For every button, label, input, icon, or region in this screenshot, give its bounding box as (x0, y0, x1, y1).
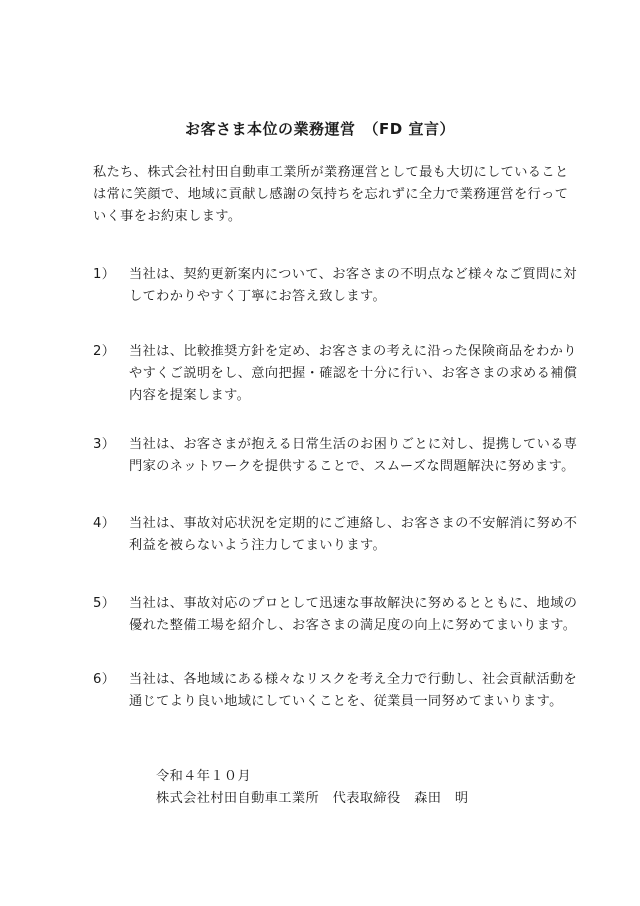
item-line: やすくご説明をし、意向把握・確認を十分に行い、お客さまの求める補償 (129, 366, 578, 381)
item-line: 当社は、各地域にある様々なリスクを考え全力で行動し、社会貢献活動を (129, 672, 578, 687)
item-line: 優れた整備工場を紹介し、お客さまの満足度の向上に努めてまいります。 (129, 618, 577, 633)
item-line: 当社は、契約更新案内について、お客さまの不明点など様々なご質問に対 (129, 267, 577, 282)
issue-date: 令和４年１０月 (156, 769, 252, 784)
intro-line: いく事をお約束します。 (93, 209, 242, 224)
item-number: 3） (93, 437, 116, 452)
item-text (129, 434, 578, 478)
item-number: 4） (93, 516, 116, 531)
declaration-item-2 (93, 341, 578, 407)
company-signature: 株式会社村田自動車工業所 代表取締役 森田 明 (156, 791, 469, 806)
intro-line: 私たち、株式会社村田自動車工業所が業務運営として最も大切にしていること (93, 165, 569, 180)
declaration-item-5 (93, 593, 578, 637)
declaration-item-6 (93, 669, 578, 713)
item-number: 6） (93, 672, 116, 687)
item-line: 当社は、比較推奨方針を定め、お客さまの考えに沿った保険商品をわかり (129, 344, 577, 359)
item-text (129, 264, 577, 308)
item-text (129, 669, 578, 713)
item-line: 通じてより良い地域にしていくことを、従業員一同努めてまいります。 (129, 694, 563, 709)
page-title: お客さま本位の業務運営 （FD 宣言） (185, 120, 455, 138)
item-text (129, 513, 578, 557)
item-line: 内容を提案します。 (129, 388, 251, 403)
item-number: 5） (93, 596, 116, 611)
item-text (129, 341, 578, 407)
declaration-item-3 (93, 434, 578, 478)
item-line: 当社は、事故対応状況を定期的にご連絡し、お客さまの不安解消に努め不 (129, 516, 578, 531)
declaration-item-1 (93, 264, 577, 308)
item-number: 1） (93, 267, 116, 282)
item-number: 2） (93, 344, 116, 359)
intro-line: は常に笑顔で、地域に貢献し感謝の気持ちを忘れずに全力で業務運営を行って (93, 187, 569, 202)
item-line: 門家のネットワークを提供することで、スムーズな問題解決に努めます。 (129, 459, 575, 474)
item-line: 利益を被らないよう注力してまいります。 (129, 538, 387, 553)
declaration-item-4 (93, 513, 578, 557)
intro-paragraph (93, 162, 569, 228)
item-line: してわかりやすく丁寧にお答え致します。 (129, 289, 387, 304)
signature-block (156, 766, 469, 810)
item-text (129, 593, 578, 637)
item-line: 当社は、お客さまが抱える日常生活のお困りごとに対し、提携している専 (129, 437, 578, 452)
item-line: 当社は、事故対応のプロとして迅速な事故解決に努めるとともに、地域の (129, 596, 578, 611)
